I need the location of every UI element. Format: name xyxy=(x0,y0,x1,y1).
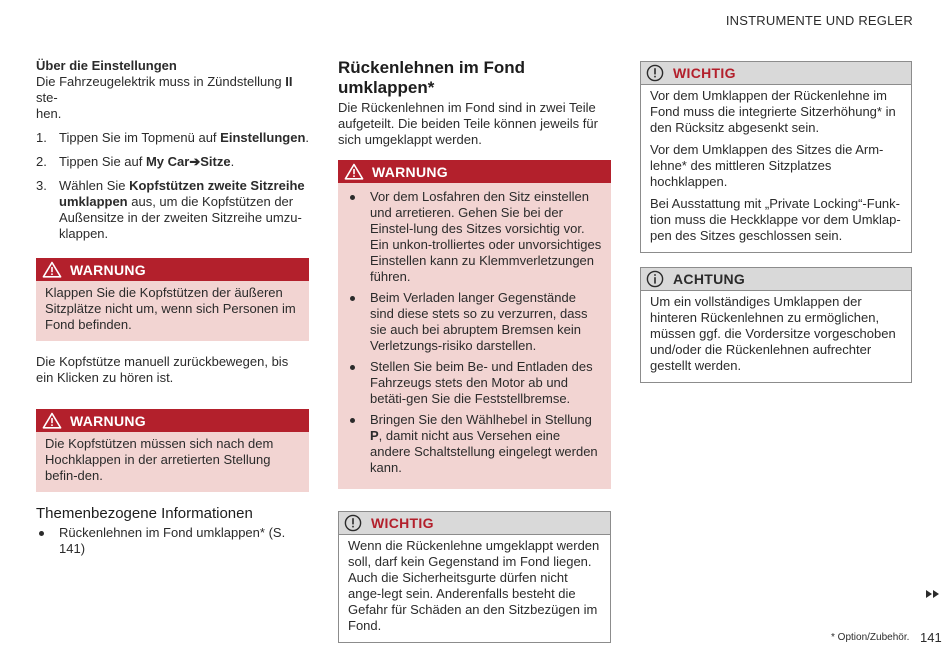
warning-item xyxy=(347,290,602,354)
warning-item-part: Bringen Sie den Wählhebel in Stellung xyxy=(370,412,592,427)
warning-header xyxy=(36,258,309,281)
caution-header xyxy=(641,268,911,291)
column-3 xyxy=(640,61,912,383)
caution-label: ACHTUNG xyxy=(673,271,746,287)
intro-text: Die Rückenlehnen im Fond sind in zwei Teile aufgeteilt. Die beiden Teile können jeweils für sich umgeklappt werden. xyxy=(338,100,598,147)
step-item xyxy=(36,130,309,146)
warning-triangle-icon xyxy=(42,412,62,429)
step-text-part: . xyxy=(305,130,310,145)
important-box xyxy=(640,61,912,253)
step-text-part: Wählen Sie xyxy=(59,178,130,193)
important-header xyxy=(339,512,610,535)
warning-body xyxy=(338,183,611,489)
important-paragraph: Vor dem Umklappen der Rückenlehne im Fond muss die integrierte Sitzerhöhung* in den Rücksitz abgesenkt sein. xyxy=(650,88,896,135)
step-text-part: Tippen Sie auf xyxy=(59,154,146,169)
warning-item xyxy=(347,359,602,407)
warning-triangle-icon xyxy=(42,261,62,278)
info-circle-icon xyxy=(646,270,664,288)
warning-header xyxy=(36,409,309,432)
step-text-part: Tippen Sie im Topmenü auf xyxy=(59,130,221,145)
warning-list xyxy=(347,187,602,476)
warning-item-text: Vor dem Losfahren den Sitz einstellen und arretieren. Gehen Sie bei der Einstel-lung des Sitzes vorsichtig vor. Ein unkon-trolliertes oder unvorsichtiges Einstellen kann zu Klemmverletzungen führen. xyxy=(370,189,602,284)
bullet-icon xyxy=(36,525,59,557)
warning-label: WARNUNG xyxy=(70,261,146,278)
caution-text: Um ein vollständiges Umklappen der hinteren Rückenlehnen zu ermöglichen, müssen ggf. die Vordersitze vorgeschoben und/oder die Rückenlehnen aufrechter gestellt werden. xyxy=(650,294,896,373)
step-text-part: . xyxy=(230,154,235,169)
warning-box xyxy=(338,160,611,489)
related-info-list xyxy=(36,525,309,557)
warning-triangle-icon xyxy=(344,163,364,180)
ignition-text-part: ste- xyxy=(36,90,58,105)
ignition-text-part: Die Fahrzeugelektrik muss in Zündstellung xyxy=(36,74,286,89)
important-label: WICHTIG xyxy=(673,65,736,81)
step-item xyxy=(36,178,309,242)
caution-box xyxy=(640,267,912,383)
exclamation-circle-icon xyxy=(344,514,362,532)
bullet-icon xyxy=(347,359,370,407)
menu-name: Einstellungen xyxy=(220,130,306,145)
important-text: Wenn die Rückenlehne umgeklappt werden soll, darf kein Gegenstand im Fond liegen. Auch die Sicherheitsgurte dürfen nicht ange-legt sein. Anderenfalls besteht die Gefahr für Schäden an den Sitzbezügen im Fond. xyxy=(348,538,600,633)
page-title: Rückenlehnen im Fond umklappen* xyxy=(338,58,526,97)
step-number: 3. xyxy=(36,178,47,193)
warning-label: WARNUNG xyxy=(70,412,146,429)
ignition-text xyxy=(36,74,309,122)
warning-item-text xyxy=(370,412,602,476)
settings-subheading: Über die Einstellungen xyxy=(36,58,177,73)
step-number: 2. xyxy=(36,154,47,169)
bullet-icon xyxy=(347,290,370,354)
column-2 xyxy=(338,58,611,643)
bullet-icon xyxy=(347,189,370,285)
gear-position: P xyxy=(370,428,379,443)
important-header xyxy=(641,62,911,85)
warning-item-text: Beim Verladen langer Gegenstände sind diese stets so zu verzurren, dass sie auch bei abruptem Bremsen kein Verletzungs-risiko darstellen. xyxy=(370,290,588,353)
menu-name: Sitze xyxy=(200,154,231,169)
bullet-icon xyxy=(347,412,370,476)
step-text-part: aus, um die Kopfstützen der Außensitze in der zweiten Sitzreihe umzu-klappen. xyxy=(59,194,302,241)
warning-item xyxy=(347,412,602,476)
menu-name: My Car xyxy=(145,154,190,169)
warning-header xyxy=(338,160,611,183)
manual-return-text: Die Kopfstütze manuell zurückbewegen, bis ein Klicken zu hören ist. xyxy=(36,354,289,385)
warning-item-part: , damit nicht aus Versehen eine andere Schaltstellung eingelegt werden kann. xyxy=(370,428,598,475)
forward-arrows-icon[interactable] xyxy=(925,589,941,599)
steps-list xyxy=(36,130,309,242)
step-text xyxy=(59,154,234,170)
important-box xyxy=(338,511,611,643)
warning-label: WARNUNG xyxy=(372,163,448,180)
important-label: WICHTIG xyxy=(371,515,434,531)
page-number: 141 xyxy=(920,630,942,645)
ignition-text-part: hen. xyxy=(36,106,62,121)
step-text xyxy=(59,130,309,146)
exclamation-circle-icon xyxy=(646,64,664,82)
related-link-text[interactable]: Rückenlehnen im Fond umklappen* (S. 141) xyxy=(59,525,286,556)
warning-box xyxy=(36,409,309,492)
warning-text: Klappen Sie die Kopfstützen der äußeren Sitzplätze nicht um, wenn sich Personen im Fond befinden. xyxy=(36,281,309,341)
related-link[interactable] xyxy=(36,525,309,557)
footnote: * Option/Zubehör. xyxy=(831,632,910,643)
important-paragraph: Bei Ausstattung mit „Private Locking“-Funk-tion muss die Heckklappe vor dem Umklap-pen des Sitzes geschlossen sein. xyxy=(650,196,901,243)
important-body xyxy=(641,85,911,252)
ignition-position: II xyxy=(285,74,293,89)
menu-name: Kopfstützen zweite Sitzreihe umklappen xyxy=(59,178,305,209)
step-item xyxy=(36,154,309,170)
related-info-heading: Themenbezogene Informationen xyxy=(36,505,253,522)
menu-arrow-icon: ➔ xyxy=(189,154,201,169)
step-number: 1. xyxy=(36,130,47,145)
warning-item-text: Stellen Sie beim Be- und Entladen des Fahrzeugs stets den Motor ab und betäti-gen Sie die Feststellbremse. xyxy=(370,359,593,406)
important-paragraph: Vor dem Umklappen des Sitzes die Arm-lehne* des mittleren Sitzplatzes hochklappen. xyxy=(650,142,884,189)
step-text xyxy=(59,178,309,242)
warning-item xyxy=(347,189,602,285)
column-1 xyxy=(36,58,309,562)
section-title: INSTRUMENTE UND REGLER xyxy=(725,13,913,28)
warning-text: Die Kopfstützen müssen sich nach dem Hochklappen in der arretierten Stellung befin-den. xyxy=(36,432,309,492)
warning-box xyxy=(36,258,309,341)
